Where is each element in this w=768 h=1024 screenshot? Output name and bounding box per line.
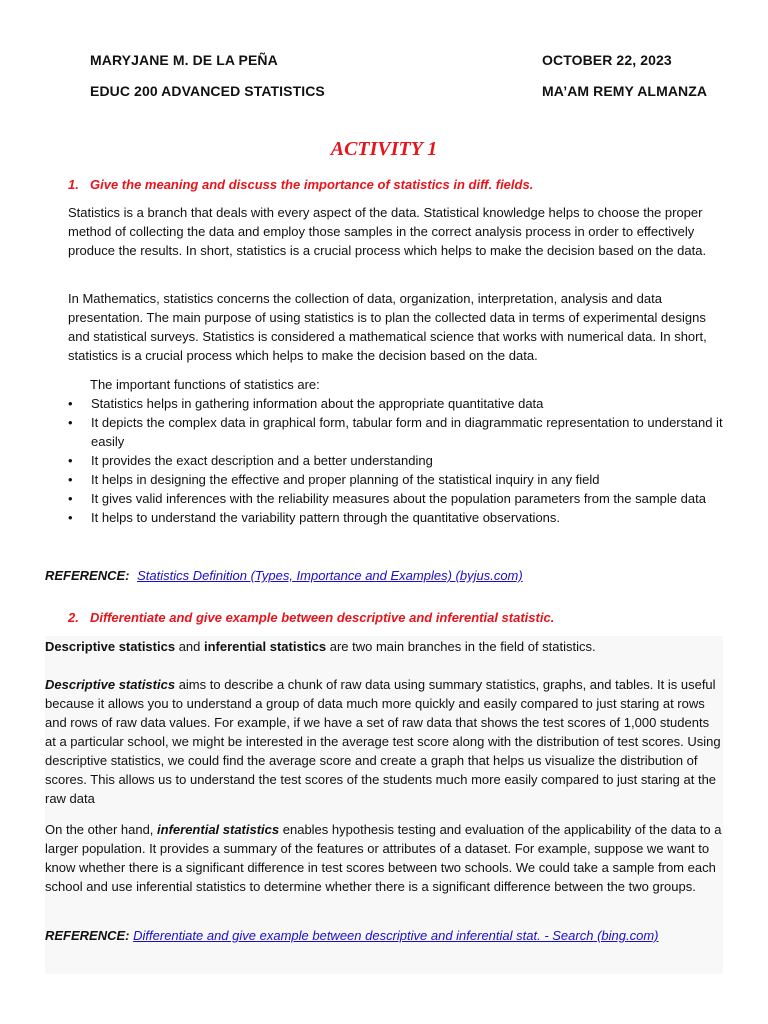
list-item: • It gives valid inferences with the reliability measures about the population parameters from the sample data <box>68 489 723 508</box>
reference-1-link[interactable]: Statistics Definition (Types, Importance and Examples) (byjus.com) <box>137 568 523 583</box>
student-name: MARYJANE M. DE LA PEÑA <box>90 52 278 68</box>
reference-2-label: REFERENCE: <box>45 928 130 943</box>
reference-2 <box>45 926 658 945</box>
question-2-text: Differentiate and give example between descriptive and inferential statistic. <box>90 610 555 625</box>
reference-2-link[interactable]: Differentiate and give example between descriptive and inferential stat. - Search (bing.com) <box>133 928 659 943</box>
inferential-term: inferential statistics <box>157 822 280 837</box>
descriptive-text: aims to describe a chunk of raw data using summary statistics, graphs, and tables. It is useful because it allows you to understand a group of data much more quickly and easily compared to just staring at rows and rows of raw data values. For example, if we have a set of raw data that shows the test scores of 1,000 students at a particular school, we might be interested in the average test score along with the distribution of test scores. Using descriptive statistics, we could find the average score and create a graph that helps us visualize the distribution of scores. This allows us to understand the test scores of the students much more easily compared to just staring at the raw data <box>45 677 721 806</box>
question-1-text: Give the meaning and discuss the importance of statistics in diff. fields. <box>90 177 534 192</box>
teacher-name: MA’AM REMY ALMANZA <box>542 83 708 99</box>
course-title: EDUC 200 ADVANCED STATISTICS <box>90 83 325 99</box>
functions-intro: The important functions of statistics are: <box>90 377 320 392</box>
list-item: • Statistics helps in gathering information about the appropriate quantitative data <box>68 394 723 413</box>
paragraph-statistics-mathematics: In Mathematics, statistics concerns the collection of data, organization, interpretation, analysis and data presentation. The main purpose of using statistics is to plan the collected data in terms of experimental designs and statistical surveys. Statistics is considered a mathematical science that works with numerical data. In short, statistics is a crucial process which helps to make the decision based on the data. <box>68 291 707 363</box>
list-item: • It helps to understand the variability pattern through the quantitative observations. <box>68 508 723 527</box>
reference-1-label: REFERENCE: <box>45 568 130 583</box>
list-item: • It provides the exact description and a better understanding <box>68 451 723 470</box>
paragraph-two-branches <box>45 637 723 656</box>
paragraph-inferential <box>45 820 723 896</box>
question-1-number: 1. <box>68 177 79 192</box>
paragraph-statistics-definition: Statistics is a branch that deals with every aspect of the data. Statistical knowledge helps to choose the proper method of collecting the data and employ those samples in the correct analysis process in order to effectively produce the results. In short, statistics is a crucial process which helps to make the decision based on the data. <box>68 205 707 258</box>
question-1 <box>68 175 533 194</box>
inferential-lead: On the other hand, <box>45 822 158 837</box>
reference-1 <box>45 566 523 585</box>
activity-title: ACTIVITY 1 <box>330 138 438 160</box>
date: OCTOBER 22, 2023 <box>542 52 672 68</box>
functions-list <box>68 394 723 527</box>
inferential-text: enables hypothesis testing and evaluation of the applicability of the data to a larger population. It provides a summary of the features or attributes of a dataset. For example, suppose we want to know whether there is a significant difference in test scores between two schools. We could take a sample from each school and use inferential statistics to determine whether there is a significant difference between the two groups. <box>45 822 722 894</box>
list-item: • It depicts the complex data in graphical form, tabular form and in diagrammatic representation to understand it easily <box>68 413 723 451</box>
question-2-number: 2. <box>68 610 79 625</box>
term-descriptive: Descriptive statistics <box>45 639 176 654</box>
intro-rest: are two main branches in the field of statistics. <box>326 639 596 654</box>
list-item: • It helps in designing the effective and proper planning of the statistical inquiry in any field <box>68 470 723 489</box>
intro-and: and <box>175 639 204 654</box>
paragraph-descriptive <box>45 675 723 808</box>
descriptive-term: Descriptive statistics <box>45 677 176 692</box>
term-inferential: inferential statistics <box>204 639 327 654</box>
question-2 <box>68 608 554 627</box>
